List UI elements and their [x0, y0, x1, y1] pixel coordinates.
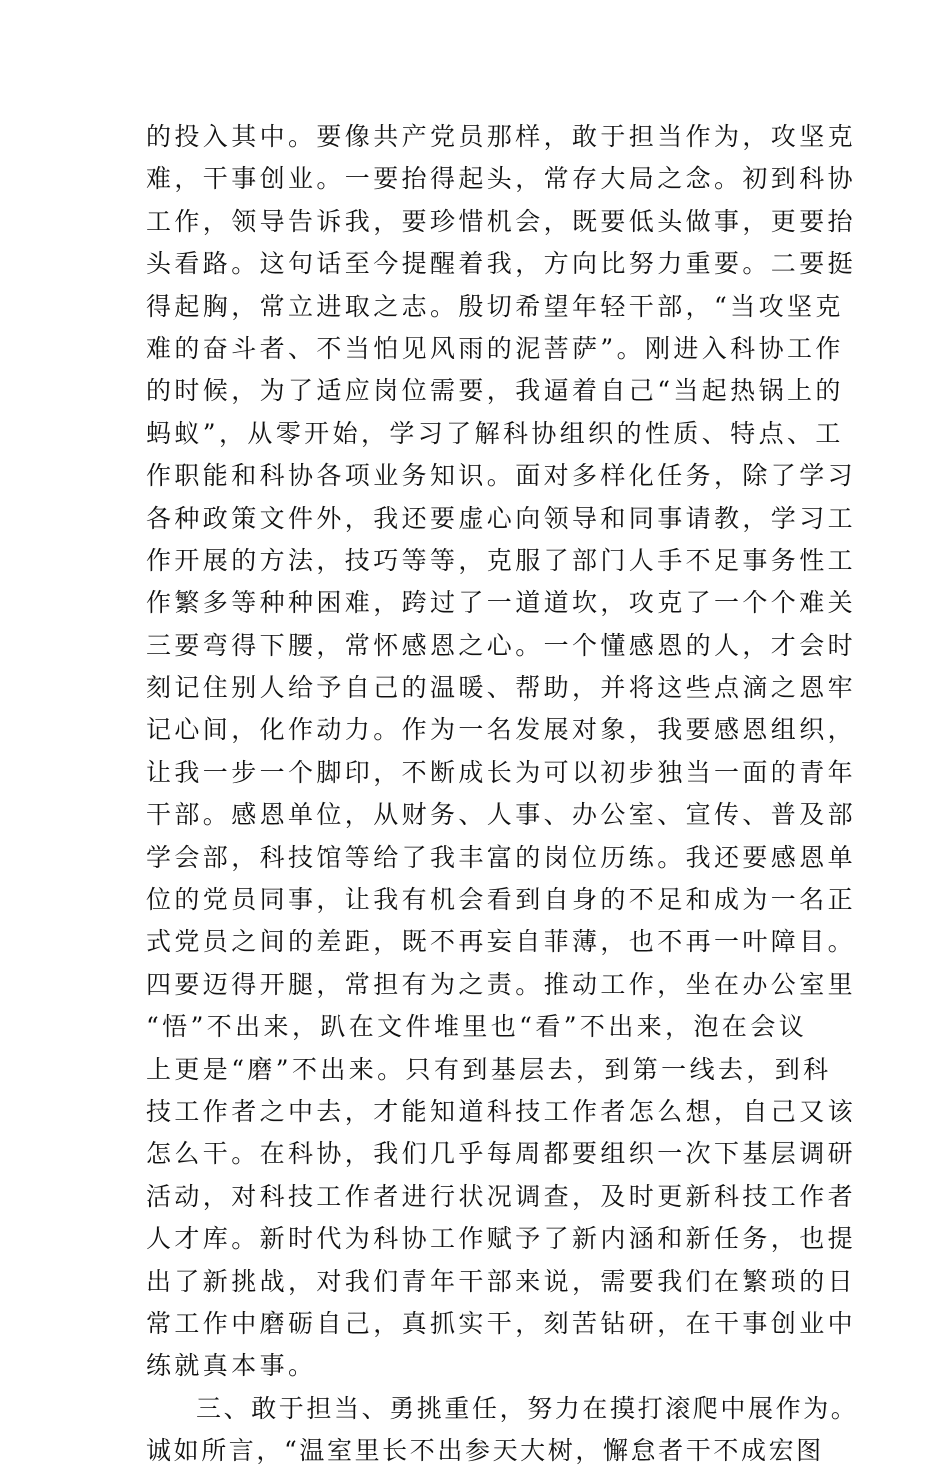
body-text [146, 116, 859, 1473]
text-line: 学会部，科技馆等给了我丰富的岗位历练。我还要感恩单 [146, 842, 857, 872]
text-line: 位的党员同事，让我有机会看到自身的不足和成为一名正 [146, 885, 857, 915]
text-line: 工作，领导告诉我，要珍惜机会，既要低头做事，更要抬 [146, 206, 857, 236]
text-line: 人才库。新时代为科协工作赋予了新内涵和新任务，也提 [146, 1224, 857, 1254]
text-line: 干部。感恩单位，从财务、人事、办公室、宣传、普及部 [146, 800, 857, 830]
text-line: 的投入其中。要像共产党员那样，敢于担当作为，攻坚克 [146, 122, 857, 151]
text-line: 技工作者之中去，才能知道科技工作者怎么想，自己又该 [146, 1096, 857, 1126]
section-heading: 三、敢于担当、勇挑重任，努力在摸打滚爬中展作为。 [196, 1393, 859, 1423]
text-line: 诚如所言，“温室里长不出参天大树，懈怠者干不成宏图 [146, 1436, 824, 1466]
text-line: 难的奋斗者、不当怕见风雨的泥菩萨”。刚进入科协工作 [146, 333, 844, 363]
text-line: 难，干事创业。一要抬得起头，常存大局之念。初到科协 [146, 164, 857, 194]
text-line: 记心间，化作动力。作为一名发展对象，我要感恩组织， [146, 715, 857, 745]
text-line: 蚂蚁”，从零开始，学习了解科协组织的性质、特点、工 [146, 418, 844, 448]
text-line: 三要弯得下腰，常怀感恩之心。一个懂感恩的人，才会时 [146, 630, 857, 660]
text-line: 作开展的方法，技巧等等，克服了部门人手不足事务性工 [146, 545, 857, 575]
text-line: 练就真本事。 [146, 1351, 317, 1381]
text-line: 得起胸，常立进取之志。殷切希望年轻干部，“当攻坚克 [146, 291, 844, 321]
text-line: 常工作中磨砺自己，真抓实干，刻苦钻研，在干事创业中 [146, 1308, 857, 1338]
text-line: 活动，对科技工作者进行状况调查，及时更新科技工作者 [146, 1181, 857, 1211]
text-line: 怎么干。在科协，我们几乎每周都要组织一次下基层调研 [146, 1139, 857, 1169]
text-line: 各种政策文件外，我还要虚心向领导和同事请教，学习工 [146, 503, 857, 533]
text-line: 的时候，为了适应岗位需要，我逼着自己“当起热锅上的 [146, 376, 844, 406]
text-line: 头看路。这句话至今提醒着我，方向比努力重要。二要挺 [146, 249, 857, 279]
text-line: 出了新挑战，对我们青年干部来说，需要我们在繁琐的日 [146, 1266, 857, 1296]
text-line: 作职能和科协各项业务知识。面对多样化任务，除了学习 [146, 461, 857, 491]
text-line: 作繁多等种种困难，跨过了一道道坎，攻克了一个个难关 [146, 588, 857, 618]
text-line: 让我一步一个脚印，不断成长为可以初步独当一面的青年 [146, 757, 857, 787]
text-line: 刻记住别人给予自己的温暖、帮助，并将这些点滴之恩牢 [146, 673, 857, 703]
text-line: 式党员之间的差距，既不再妄自菲薄，也不再一叶障目。 [146, 927, 857, 957]
text-line: 四要迈得开腿，常担有为之责。推动工作，坐在办公室里 [146, 969, 857, 999]
text-line: 上更是“磨”不出来。只有到基层去，到第一线去，到科 [146, 1054, 832, 1084]
text-line: “悟”不出来，趴在文件堆里也“看”不出来，泡在会议 [146, 1012, 808, 1042]
